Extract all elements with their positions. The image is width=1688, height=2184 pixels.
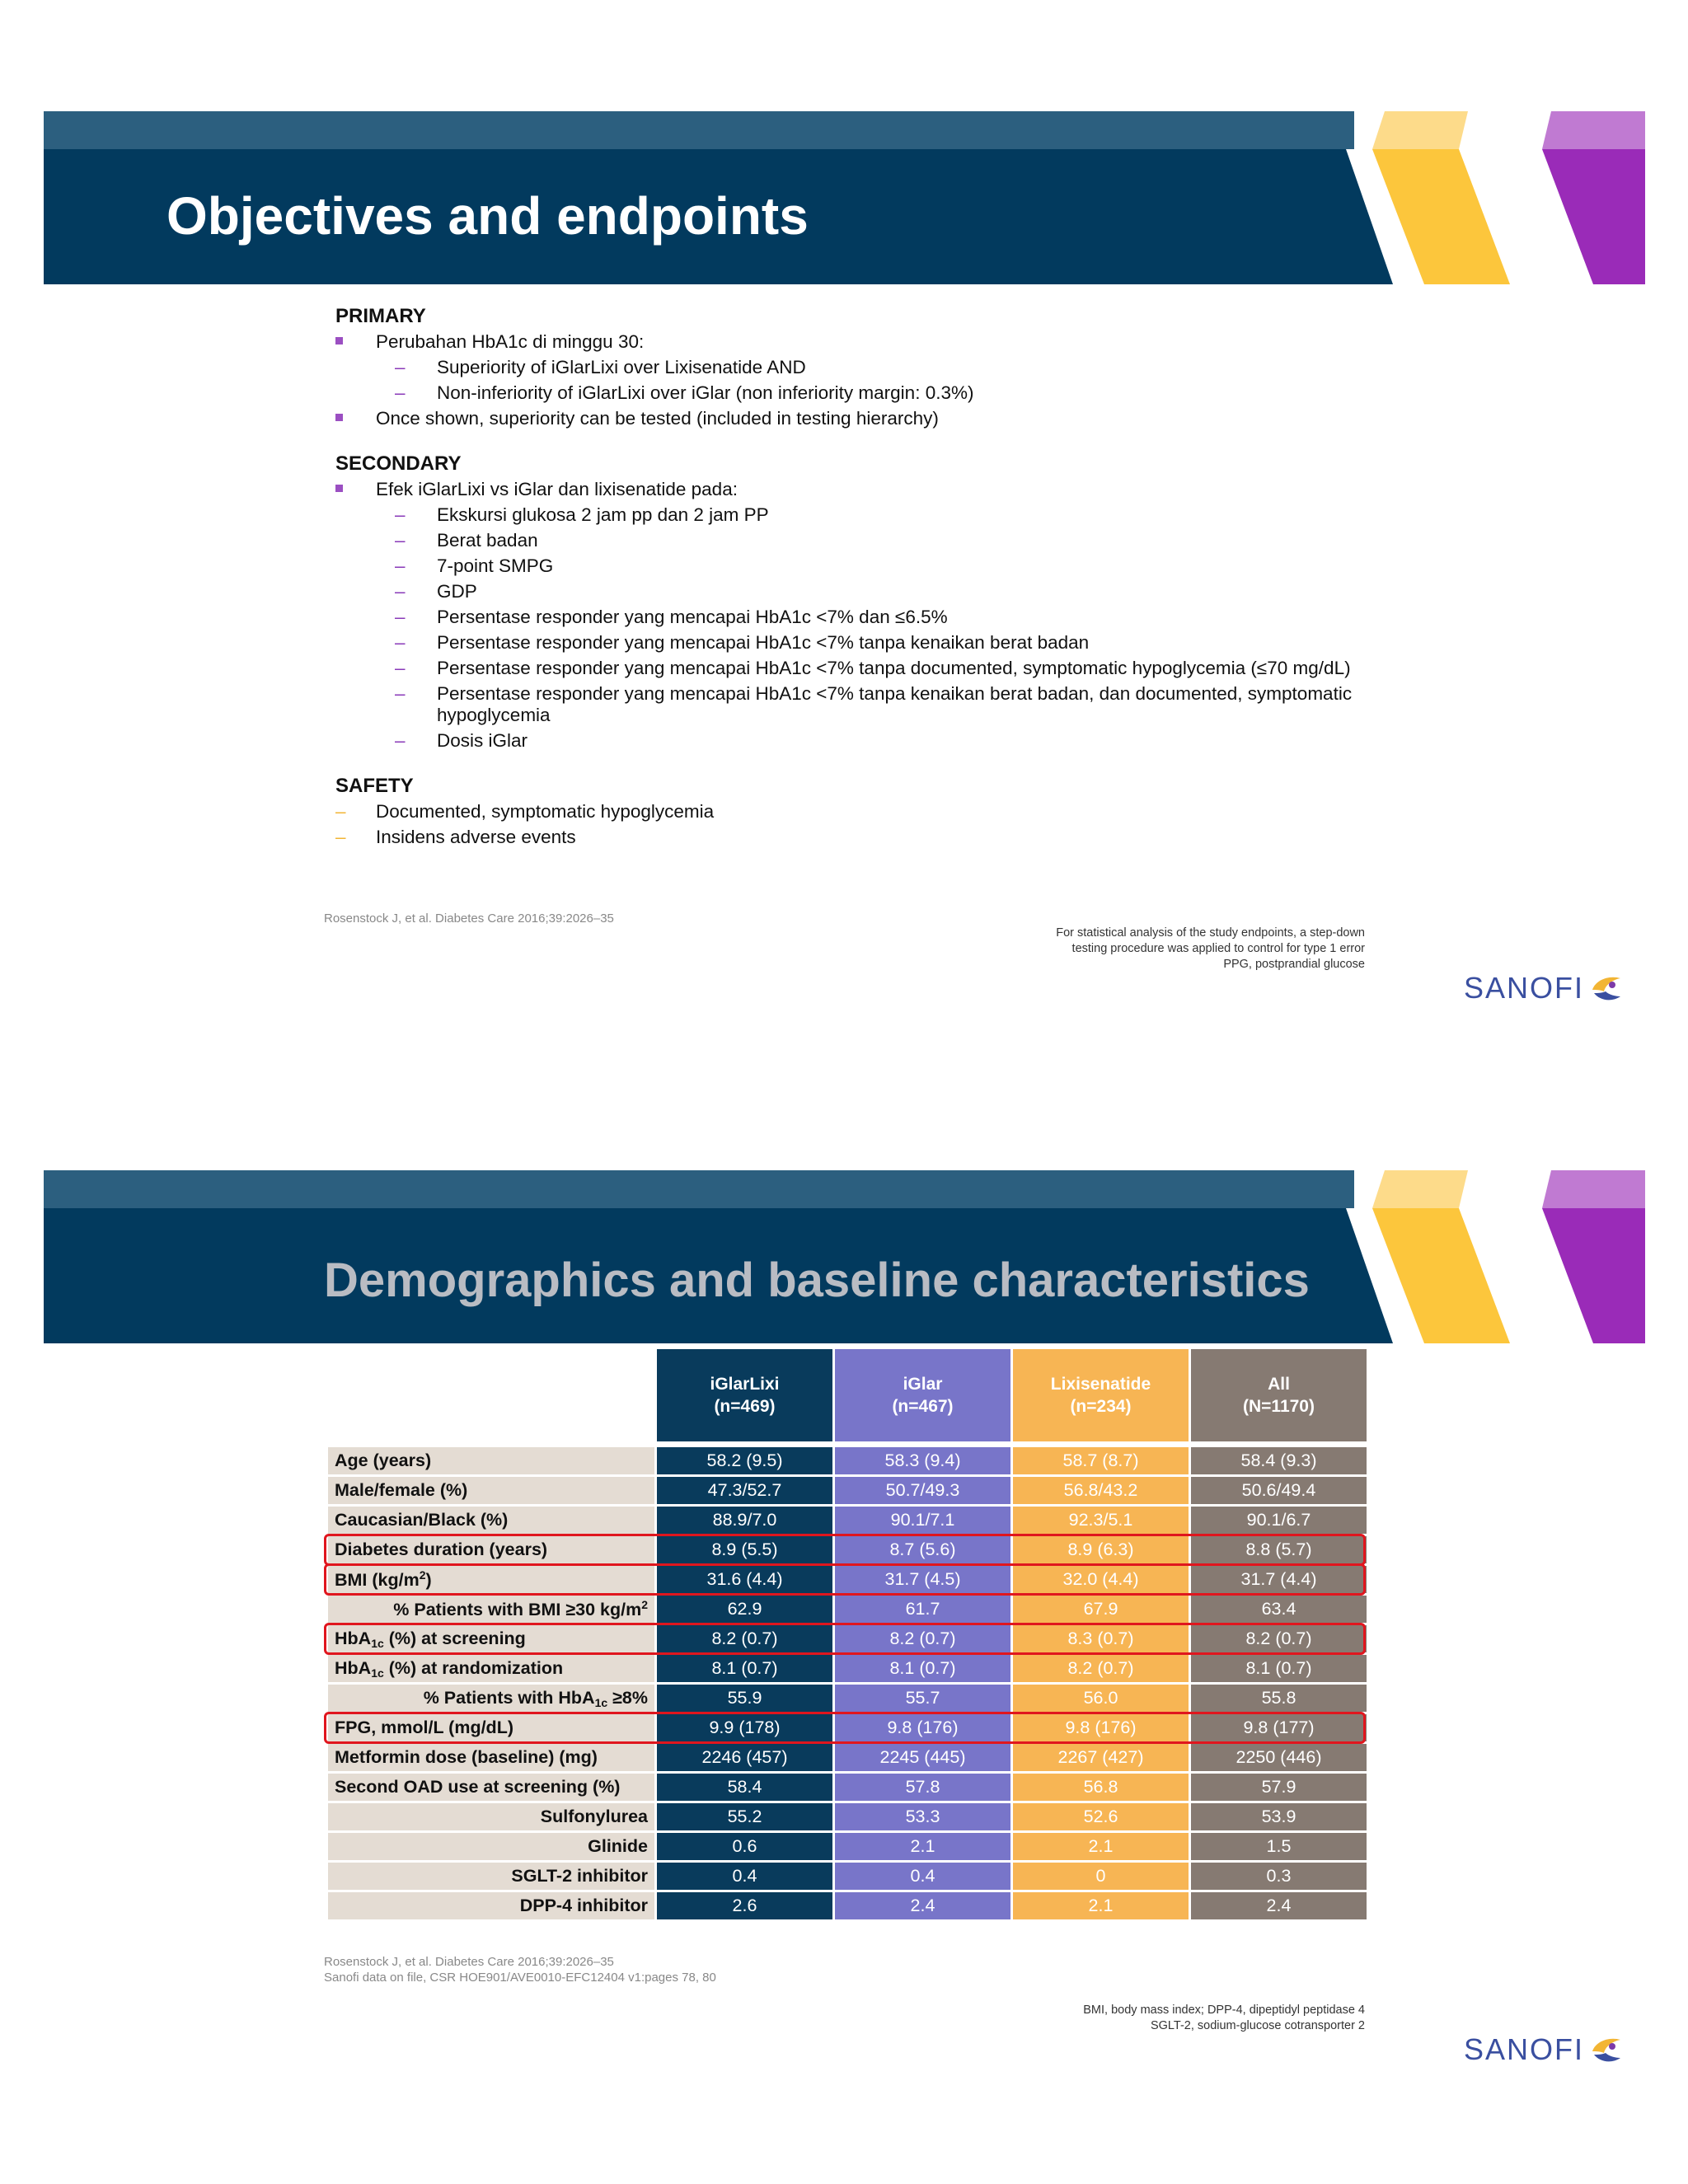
sub-list-item: – Superiority of iGlarLixi over Lixisenatide AND	[335, 354, 1399, 380]
table-cell: 58.3 (9.4)	[835, 1447, 1010, 1474]
table-row	[328, 1685, 1367, 1712]
table-cell: 0.4	[835, 1863, 1010, 1890]
highlight-box-bmi	[324, 1563, 1366, 1596]
dash-bullet-icon: –	[395, 730, 406, 751]
dash-bullet-icon: –	[395, 555, 406, 576]
slide-demographics	[0, 1063, 1688, 2184]
table-cell: 8.2 (0.7)	[835, 1625, 1010, 1652]
sanofi-bird-icon	[1587, 2033, 1624, 2066]
table-cell: 55.7	[835, 1685, 1010, 1712]
highlight-box-fpg	[324, 1712, 1366, 1744]
reference-text: Rosenstock J, et al. Diabetes Care 2016;39:2026–35 Sanofi data on file, CSR HOE901/AVE0010-EFC12404 v1:pages 78, 80	[324, 1955, 716, 1985]
table-cell: 56.0	[1013, 1685, 1189, 1712]
table-cell: 52.6	[1013, 1803, 1189, 1830]
hba1c-randomization-label: HbA$_{1c}$ (%) at randomization	[328, 1655, 654, 1682]
table-row: Second OAD use at screening (%) 58.4 57.8 56.8 57.9	[328, 1774, 1367, 1801]
highlight-box-diabetes-duration	[324, 1534, 1366, 1566]
table-cell: 8.8 (5.7)	[1191, 1536, 1367, 1563]
table-cell: 8.1 (0.7)	[835, 1655, 1010, 1682]
sanofi-logo: SANOFI	[1464, 971, 1624, 1005]
page-title: Demographics and baseline characteristics	[324, 1254, 1310, 1307]
column-header-all	[1191, 1349, 1367, 1441]
header-empty-cell	[328, 1349, 654, 1441]
sub-list-item: – Dosis iGlar	[335, 728, 1399, 753]
sub-list-item: – 7-point SMPG	[335, 553, 1399, 579]
column-header-text: iGlar	[903, 1375, 943, 1394]
square-bullet-icon	[335, 337, 343, 344]
table-cell: 55.2	[657, 1803, 832, 1830]
table-cell: 53.3	[835, 1803, 1010, 1830]
table-cell: 2267 (427)	[1013, 1744, 1189, 1771]
sub-list-item: – Non-inferiority of iGlarLixi over iGlar (non inferiority margin: 0.3%)	[335, 380, 1399, 405]
column-header-text: (n=467)	[892, 1397, 954, 1416]
table-cell: 58.4 (9.3)	[1191, 1447, 1367, 1474]
dash-bullet-icon: –	[395, 382, 406, 403]
table-row: Male/female (%) 47.3/52.7 50.7/49.3 56.8/43.2 50.6/49.4	[328, 1477, 1367, 1504]
table-row: Caucasian/Black (%) 88.9/7.0 90.1/7.1 92.3/5.1 90.1/6.7	[328, 1507, 1367, 1534]
table-cell: 9.8 (177)	[1191, 1714, 1367, 1741]
column-header-text: (n=234)	[1070, 1397, 1132, 1416]
table-cell: 92.3/5.1	[1013, 1507, 1189, 1534]
dash-bullet-icon: –	[395, 632, 406, 653]
sub-list-item: – GDP	[335, 579, 1399, 604]
hba1c-8-label: % Patients with HbA$_{1c}$ ≥8%	[328, 1685, 654, 1712]
table-row	[328, 1596, 1367, 1623]
sub-list-item: – Persentase responder yang mencapai HbA1c <7% tanpa documented, symptomatic hypoglycemia (≤70 mg/dL)	[335, 655, 1399, 681]
sub-list-item: – Ekskursi glukosa 2 jam pp dan 2 jam PP	[335, 502, 1399, 527]
table-row: Sulfonylurea 55.2 53.3 52.6 53.9	[328, 1803, 1367, 1830]
table-cell: 88.9/7.0	[657, 1507, 832, 1534]
sub-list-item: – Persentase responder yang mencapai HbA1c <7% tanpa kenaikan berat badan, dan documented, symptomatic hypoglycemia	[335, 681, 1399, 728]
table-cell: 8.7 (5.6)	[835, 1536, 1010, 1563]
table-cell: 8.1 (0.7)	[657, 1655, 832, 1682]
dash-bullet-icon: –	[335, 827, 346, 847]
table-cell: 50.6/49.4	[1191, 1477, 1367, 1504]
table-cell: 2245 (445)	[835, 1744, 1010, 1771]
table-cell: 0	[1013, 1863, 1189, 1890]
hba1c-screening-label: HbA$_{1c}$ (%) at screening	[328, 1625, 654, 1652]
table-row: SGLT-2 inhibitor 0.4 0.4 0 0.3	[328, 1863, 1367, 1890]
table-cell: 9.8 (176)	[835, 1714, 1010, 1741]
table-cell: 9.8 (176)	[1013, 1714, 1189, 1741]
sub-list-item: – Berat badan	[335, 527, 1399, 553]
table-cell: 31.7 (4.5)	[835, 1566, 1010, 1593]
table-cell: 2.6	[657, 1892, 832, 1919]
list-item: – Documented, symptomatic hypoglycemia	[335, 799, 1399, 824]
table-row	[328, 1655, 1367, 1682]
column-header-iglarlixi	[657, 1349, 832, 1441]
endpoints-list	[335, 303, 1399, 850]
dash-bullet-icon: –	[395, 607, 406, 627]
table-cell: 2.1	[1013, 1892, 1189, 1919]
list-item: Once shown, superiority can be tested (included in testing hierarchy)	[335, 405, 1399, 431]
table-cell: 1.5	[1191, 1833, 1367, 1860]
dash-bullet-icon: –	[395, 581, 406, 602]
table-cell: 2.1	[1013, 1833, 1189, 1860]
table-cell: 2.4	[1191, 1892, 1367, 1919]
table-cell: 0.3	[1191, 1863, 1367, 1890]
table-cell: 58.4	[657, 1774, 832, 1801]
table-cell: 56.8	[1013, 1774, 1189, 1801]
table-cell: 0.4	[657, 1863, 832, 1890]
table-cell: 90.1/7.1	[835, 1507, 1010, 1534]
sanofi-logo: SANOFI	[1464, 2032, 1624, 2067]
table-cell: 2246 (457)	[657, 1744, 832, 1771]
table-cell: 9.9 (178)	[657, 1714, 832, 1741]
table-cell: 8.9 (5.5)	[657, 1536, 832, 1563]
dash-bullet-icon: –	[395, 357, 406, 377]
table-spacer	[328, 1444, 1367, 1445]
table-cell: 31.7 (4.4)	[1191, 1566, 1367, 1593]
dash-bullet-icon: –	[395, 530, 406, 551]
table-cell: 2250 (446)	[1191, 1744, 1367, 1771]
dash-bullet-icon: –	[335, 801, 346, 822]
table-cell: 90.1/6.7	[1191, 1507, 1367, 1534]
table-cell: 2.4	[835, 1892, 1010, 1919]
table-cell: 53.9	[1191, 1803, 1367, 1830]
table-cell: 0.6	[657, 1833, 832, 1860]
section-heading-primary: PRIMARY	[335, 305, 426, 327]
table-row: Diabetes duration (years) 8.9 (5.5) 8.7 (5.6) 8.9 (6.3) 8.8 (5.7)	[328, 1536, 1367, 1563]
bmi-label: BMI $(kg/m^2)$	[328, 1566, 654, 1593]
table-cell: 61.7	[835, 1596, 1010, 1623]
table-cell: 55.8	[1191, 1685, 1367, 1712]
table-row: Age (years) 58.2 (9.5) 58.3 (9.4) 58.7 (8.7) 58.4 (9.3)	[328, 1447, 1367, 1474]
title-banner	[44, 1170, 1645, 1343]
footnote: For statistical analysis of the study endpoints, a step-down testing procedure was applied to control for type 1 error PPG, postprandial glucose	[1056, 926, 1365, 971]
table-cell: 8.2 (0.7)	[1013, 1655, 1189, 1682]
dash-bullet-icon: –	[395, 658, 406, 678]
table-cell: 8.2 (0.7)	[1191, 1625, 1367, 1652]
square-bullet-icon	[335, 414, 343, 421]
table-cell: 8.3 (0.7)	[1013, 1625, 1189, 1652]
section-heading-safety: SAFETY	[335, 775, 414, 797]
table-row: FPG, mmol/L (mg/dL) 9.9 (178) 9.8 (176) 9.8 (176) 9.8 (177)	[328, 1714, 1367, 1741]
table-cell: 57.9	[1191, 1774, 1367, 1801]
table-row: Metformin dose (baseline) (mg) 2246 (457) 2245 (445) 2267 (427) 2250 (446)	[328, 1744, 1367, 1771]
list-item: Perubahan HbA1c di minggu 30:	[335, 329, 1399, 354]
column-header-text: All	[1268, 1375, 1290, 1394]
table-cell: 31.6 (4.4)	[657, 1566, 832, 1593]
highlight-box-hba1c-screening	[324, 1623, 1366, 1655]
slide-objectives	[0, 0, 1688, 1063]
square-bullet-icon	[335, 485, 343, 492]
table-cell: 55.9	[657, 1685, 832, 1712]
table-cell: 63.4	[1191, 1596, 1367, 1623]
column-header-iglar	[835, 1349, 1010, 1441]
sub-list-item: – Persentase responder yang mencapai HbA1c <7% tanpa kenaikan berat badan	[335, 630, 1399, 655]
table-row: Glinide 0.6 2.1 2.1 1.5	[328, 1833, 1367, 1860]
reference-text: Rosenstock J, et al. Diabetes Care 2016;39:2026–35	[324, 912, 614, 926]
table-cell: 32.0 (4.4)	[1013, 1566, 1189, 1593]
table-cell: 2.1	[835, 1833, 1010, 1860]
title-banner	[44, 111, 1645, 284]
bmi-30-label: % Patients with BMI ≥30 $kg/m^2$	[328, 1596, 654, 1623]
dash-bullet-icon: –	[395, 504, 406, 525]
table-cell: 8.9 (6.3)	[1013, 1536, 1189, 1563]
list-item: Efek iGlarLixi vs iGlar dan lixisenatide pada:	[335, 476, 1399, 502]
table-cell: 67.9	[1013, 1596, 1189, 1623]
column-header-text: (N=1170)	[1243, 1397, 1315, 1416]
column-header-text: Lixisenatide	[1050, 1375, 1151, 1394]
footnote: BMI, body mass index; DPP-4, dipeptidyl peptidase 4 SGLT-2, sodium-glucose cotransporter 2	[1083, 2004, 1365, 2032]
table-cell: 56.8/43.2	[1013, 1477, 1189, 1504]
table-cell: 8.1 (0.7)	[1191, 1655, 1367, 1682]
column-header-text: iGlarLixi	[710, 1375, 780, 1394]
column-header-text: (n=469)	[714, 1397, 776, 1416]
table-row: DPP-4 inhibitor 2.6 2.4 2.1 2.4	[328, 1892, 1367, 1919]
table-cell: 58.7 (8.7)	[1013, 1447, 1189, 1474]
table-cell: 57.8	[835, 1774, 1010, 1801]
sanofi-bird-icon	[1587, 972, 1624, 1005]
dash-bullet-icon: –	[395, 683, 406, 704]
table-cell: 50.7/49.3	[835, 1477, 1010, 1504]
sub-list-item: – Persentase responder yang mencapai HbA1c <7% dan ≤6.5%	[335, 604, 1399, 630]
page-title: Objectives and endpoints	[166, 186, 809, 246]
table-header-row	[328, 1349, 1367, 1441]
table-cell: 58.2 (9.5)	[657, 1447, 832, 1474]
table-cell: 47.3/52.7	[657, 1477, 832, 1504]
table-cell: 8.2 (0.7)	[657, 1625, 832, 1652]
section-heading-secondary: SECONDARY	[335, 452, 462, 475]
column-header-lixisenatide	[1013, 1349, 1189, 1441]
list-item: – Insidens adverse events	[335, 824, 1399, 850]
table-cell: 62.9	[657, 1596, 832, 1623]
